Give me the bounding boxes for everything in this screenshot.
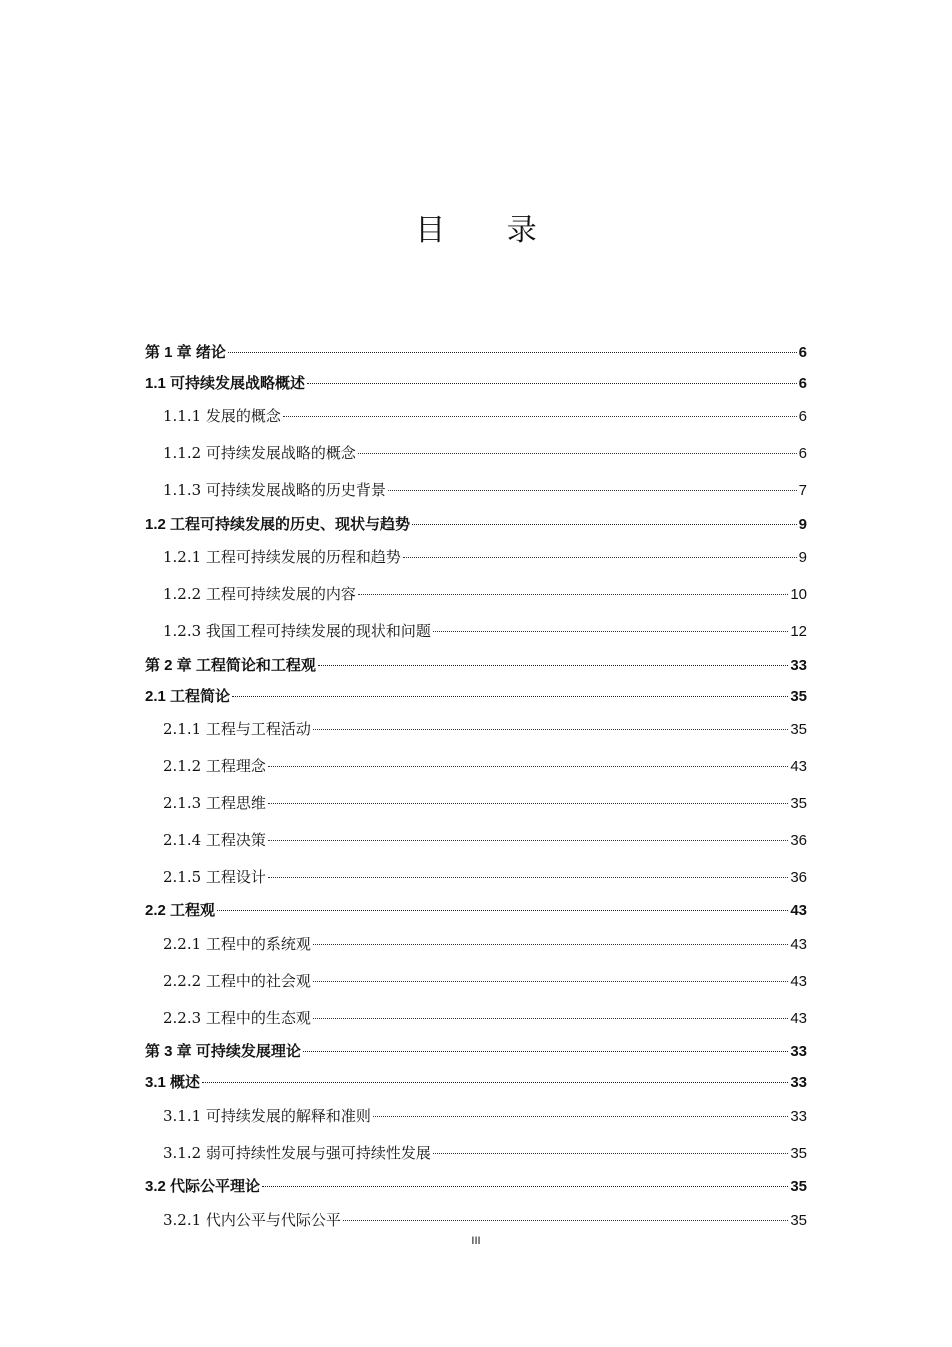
toc-entry-label: 3.2 代际公平理论 <box>145 1178 261 1195</box>
dot-leader <box>268 877 788 878</box>
toc-entry-label: 1.2 工程可持续发展的历史、现状与趋势 <box>145 516 411 533</box>
toc-entry[interactable] <box>145 1071 807 1092</box>
toc-entry-label: 3.1 概述 <box>145 1074 201 1091</box>
toc-entry-page: 35 <box>790 1212 807 1229</box>
dot-leader <box>307 383 797 384</box>
toc-entry-page: 6 <box>798 375 807 392</box>
toc-entry[interactable] <box>163 866 807 887</box>
toc-entry-page: 10 <box>790 586 807 603</box>
toc-entry[interactable] <box>145 1040 807 1061</box>
toc-entry[interactable] <box>145 341 807 362</box>
toc-entry-page: 33 <box>790 1074 807 1091</box>
toc-entry-page: 33 <box>790 1108 807 1125</box>
toc-entry-page: 43 <box>790 902 807 919</box>
toc-entry-label: 2.1.2 工程理念 <box>163 757 266 775</box>
toc-entry-label: 2.2.3 工程中的生态观 <box>163 1009 311 1027</box>
toc-entry-page: 35 <box>790 721 807 738</box>
dot-leader <box>388 490 797 491</box>
toc-entry-page: 12 <box>790 623 807 640</box>
dot-leader <box>403 557 797 558</box>
toc-entry-label: 1.2.2 工程可持续发展的内容 <box>163 585 356 603</box>
toc-entry[interactable] <box>163 1007 807 1028</box>
dot-leader <box>313 729 788 730</box>
toc-entry[interactable] <box>163 970 807 991</box>
toc-entry-page: 43 <box>790 1010 807 1027</box>
toc-entry-page: 6 <box>798 408 807 425</box>
toc-entry-label: 1.1.1 发展的概念 <box>163 407 281 425</box>
toc-entry-label: 3.1.2 弱可持续性发展与强可持续性发展 <box>163 1144 431 1162</box>
toc-entry[interactable] <box>163 405 807 426</box>
dot-leader <box>268 840 788 841</box>
toc-entry[interactable] <box>163 755 807 776</box>
toc-entry[interactable] <box>163 546 807 567</box>
toc-entry-label: 3.2.1 代内公平与代际公平 <box>163 1211 341 1229</box>
toc-entry-page: 36 <box>790 869 807 886</box>
toc-entry[interactable] <box>145 513 807 534</box>
toc-entry-page: 9 <box>798 549 807 566</box>
toc-entry[interactable] <box>145 899 807 920</box>
toc-entry[interactable] <box>163 442 807 463</box>
toc-entry-page: 36 <box>790 832 807 849</box>
toc-entry[interactable] <box>145 372 807 393</box>
toc-entry-page: 35 <box>790 1145 807 1162</box>
toc-entry[interactable] <box>163 1209 807 1230</box>
dot-leader <box>228 352 797 353</box>
toc-entry[interactable] <box>163 829 807 850</box>
toc-entry[interactable] <box>163 933 807 954</box>
dot-leader <box>262 1186 788 1187</box>
toc-entry-label: 1.2.1 工程可持续发展的历程和趋势 <box>163 548 401 566</box>
dot-leader <box>268 766 788 767</box>
toc-entry-page: 43 <box>790 936 807 953</box>
dot-leader <box>202 1082 788 1083</box>
dot-leader <box>232 696 788 697</box>
dot-leader <box>433 631 788 632</box>
dot-leader <box>373 1116 788 1117</box>
toc-entry-label: 2.1.3 工程思维 <box>163 794 266 812</box>
toc-entry-label: 1.1.2 可持续发展战略的概念 <box>163 444 356 462</box>
dot-leader <box>268 803 788 804</box>
toc-entry-label: 1.1 可持续发展战略概述 <box>145 375 306 392</box>
toc-entry-label: 2.2.1 工程中的系统观 <box>163 935 311 953</box>
toc-entry[interactable] <box>145 685 807 706</box>
dot-leader <box>303 1051 788 1052</box>
toc-entry-page: 6 <box>798 445 807 462</box>
toc-entry-page: 33 <box>790 657 807 674</box>
dot-leader <box>313 981 788 982</box>
toc-entry-label: 2.1.4 工程决策 <box>163 831 266 849</box>
toc-heading: 目 录 <box>415 213 563 248</box>
dot-leader <box>343 1220 788 1221</box>
dot-leader <box>412 524 797 525</box>
toc-entry-page: 35 <box>790 688 807 705</box>
toc-entry[interactable] <box>163 792 807 813</box>
toc-entry[interactable] <box>163 718 807 739</box>
toc-entry-page: 7 <box>798 482 807 499</box>
toc-entry-page: 35 <box>790 795 807 812</box>
toc-entry-label: 第 2 章 工程简论和工程观 <box>145 657 316 674</box>
toc-entry-label: 2.2 工程观 <box>145 902 216 919</box>
toc-entry-label: 第 3 章 可持续发展理论 <box>145 1043 301 1060</box>
dot-leader <box>313 944 788 945</box>
dot-leader <box>318 665 788 666</box>
dot-leader <box>313 1018 788 1019</box>
toc-entry-page: 9 <box>798 516 807 533</box>
dot-leader <box>283 416 797 417</box>
toc-entry-label: 1.2.3 我国工程可持续发展的现状和问题 <box>163 622 431 640</box>
page-number: III <box>471 1235 481 1247</box>
toc-entry[interactable] <box>163 1105 807 1126</box>
toc-entry[interactable] <box>163 583 807 604</box>
toc-entry[interactable] <box>145 654 807 675</box>
toc-entry-label: 2.1.5 工程设计 <box>163 868 266 886</box>
toc-entry-page: 35 <box>790 1178 807 1195</box>
toc-entry-label: 1.1.3 可持续发展战略的历史背景 <box>163 481 386 499</box>
toc-entry-page: 43 <box>790 973 807 990</box>
toc-entry-label: 3.1.1 可持续发展的解释和准则 <box>163 1107 371 1125</box>
toc-entry[interactable] <box>163 1142 807 1163</box>
toc-entry-page: 33 <box>790 1043 807 1060</box>
dot-leader <box>433 1153 788 1154</box>
toc-entry-label: 第 1 章 绪论 <box>145 344 226 361</box>
toc-entry[interactable] <box>163 479 807 500</box>
dot-leader <box>358 453 797 454</box>
toc-entry-page: 6 <box>798 344 807 361</box>
toc-entry-label: 2.1.1 工程与工程活动 <box>163 720 311 738</box>
dot-leader <box>358 594 788 595</box>
toc-entry-label: 2.1 工程简论 <box>145 688 231 705</box>
toc-entry-label: 2.2.2 工程中的社会观 <box>163 972 311 990</box>
toc-entry-page: 43 <box>790 758 807 775</box>
dot-leader <box>217 910 788 911</box>
toc-entry[interactable] <box>145 1175 807 1196</box>
toc-entry[interactable] <box>163 620 807 641</box>
